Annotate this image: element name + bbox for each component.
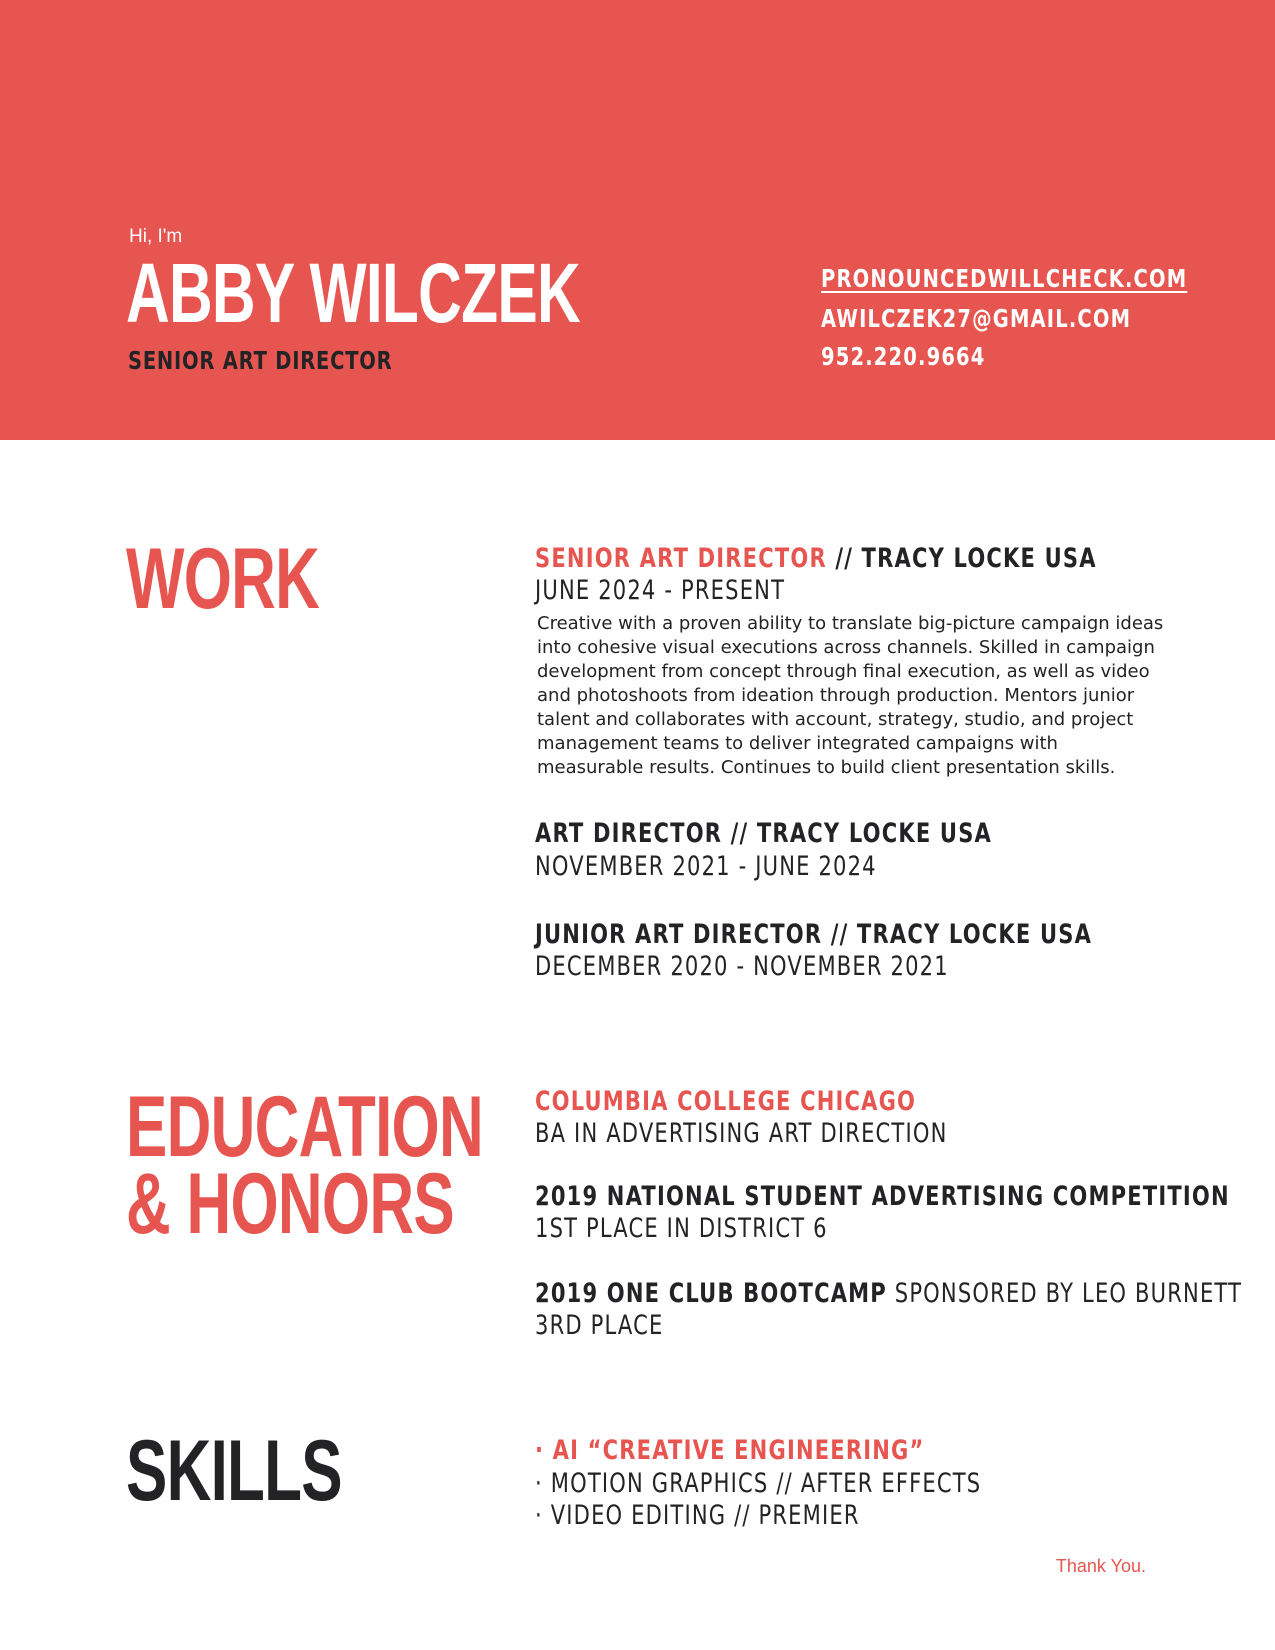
header-banner (0, 0, 1275, 440)
education-1-heading (535, 1086, 916, 1118)
honor-2-heading (535, 1278, 1242, 1310)
website-link[interactable]: PRONOUNCEDWILLCHECK.COM (821, 264, 1188, 293)
honor-1-detail: 1ST PLACE IN DISTRICT 6 (535, 1213, 828, 1244)
education-1-school: COLUMBIA COLLEGE CHICAGO (535, 1086, 917, 1117)
thank-you-note: Thank You. (1055, 1556, 1146, 1576)
job-1-company: // TRACY LOCKE USA (826, 543, 1097, 574)
job-2-dates: NOVEMBER 2021 - JUNE 2024 (535, 851, 877, 882)
greeting: Hi, I'm (129, 226, 183, 247)
job-1-role: SENIOR ART DIRECTOR (535, 543, 827, 574)
education-1-detail: BA IN ADVERTISING ART DIRECTION (535, 1118, 948, 1149)
skill-item-2: · MOTION GRAPHICS // AFTER EFFECTS (535, 1468, 982, 1499)
job-1-dates: JUNE 2024 - PRESENT (535, 575, 786, 606)
work-section-title: WORK (126, 531, 320, 627)
education-section-title-line1: EDUCATION (126, 1079, 484, 1175)
honor-2-sponsor: SPONSORED BY LEO BURNETT (886, 1278, 1243, 1309)
job-1-description: Creative with a proven ability to translate big-picture campaign ideas into cohesive visual executions across channels. Skilled in campaign development from concept through final execution, as well as video and photoshoots from ideation through production. Mentors junior talent and collaborates with account, strategy, studio, and project management teams to deliver integrated campaigns with measurable results. Continues to build client presentation skills. (537, 613, 1164, 778)
skill-item-1: · AI “CREATIVE ENGINEERING” (535, 1435, 925, 1466)
candidate-role: SENIOR ART DIRECTOR (128, 346, 393, 375)
job-3-dates: DECEMBER 2020 - NOVEMBER 2021 (535, 951, 949, 982)
email-link[interactable]: AWILCZEK27@GMAIL.COM (821, 304, 1132, 333)
job-1-heading (535, 543, 1097, 575)
honor-2-title: 2019 ONE CLUB BOOTCAMP (535, 1278, 887, 1309)
job-3-heading: JUNIOR ART DIRECTOR // TRACY LOCKE USA (535, 919, 1093, 950)
skills-section-title: SKILLS (126, 1423, 342, 1519)
candidate-name: ABBY WILCZEK (126, 246, 580, 340)
honor-2-detail: 3RD PLACE (535, 1310, 664, 1341)
education-section-title-line2: & HONORS (126, 1156, 454, 1252)
phone-number: 952.220.9664 (821, 342, 986, 371)
skill-item-3: · VIDEO EDITING // PREMIER (535, 1500, 860, 1531)
honor-1-heading: 2019 NATIONAL STUDENT ADVERTISING COMPETITION (535, 1181, 1230, 1212)
job-2-heading: ART DIRECTOR // TRACY LOCKE USA (535, 818, 993, 849)
